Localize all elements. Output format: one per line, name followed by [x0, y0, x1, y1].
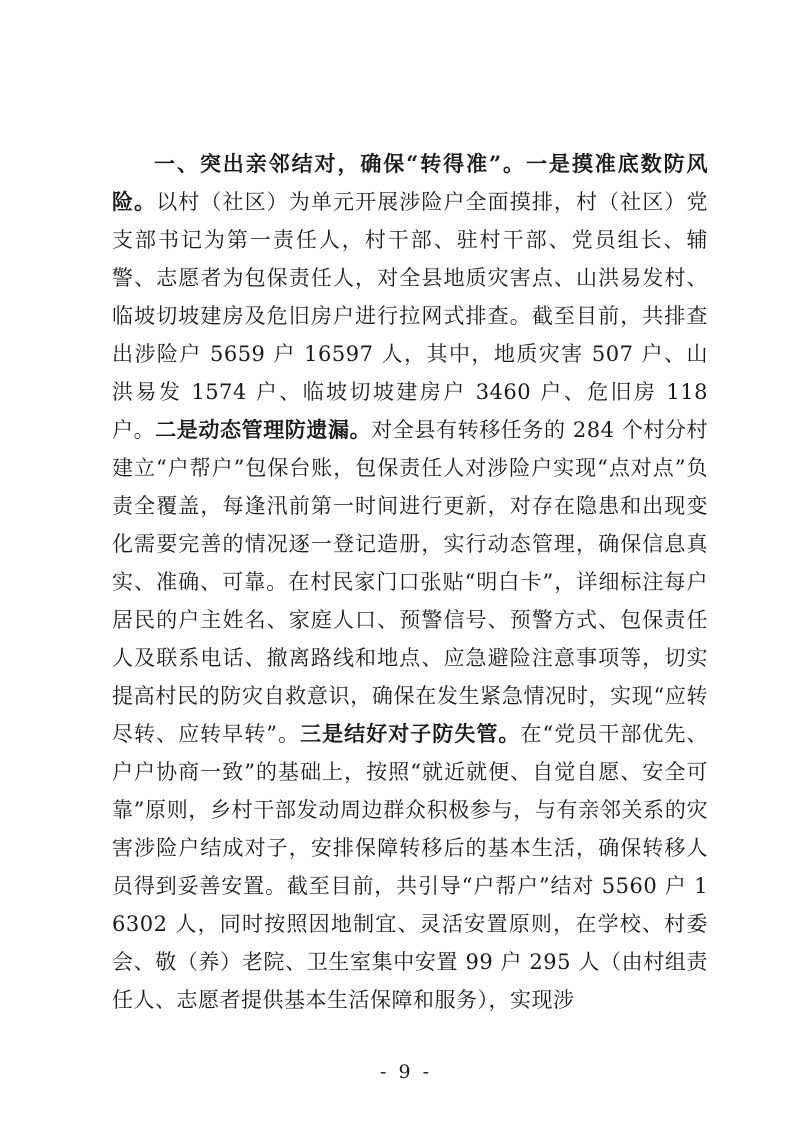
subheading-pairing: 三是结好对子防失管。	[300, 721, 521, 746]
body-paragraph	[112, 145, 708, 1019]
page-number: - 9 -	[379, 1061, 432, 1083]
subheading-dynamic-management: 二是动态管理防遗漏。	[155, 417, 372, 442]
paragraph-text: 在“党员干部优先、户户协商一致”的基础上，按照“就近就便、自觉自愿、安全可靠”原则，乡村干部发动周边群众积极参与，与有亲邻关系的灾害涉险户结成对子，安排保障转移后的基本生活，确保转移人员得到妥善安置。截至目前，共引导“户帮户”结对 5560 户 16302 人，同时按照因地制宜、灵活安置原则，在学校、村委会、敬（养）老院、卫生室集中安置 99 户 295 人（由村组责任人、志愿者提供基本生活保障和服务），实现涉	[112, 722, 708, 1012]
paragraph-text: 以村（社区）为单元开展涉险户全面摸排，村（社区）党支部书记为第一责任人，村干部、驻村干部、党员组长、辅警、志愿者为包保责任人，对全县地质灾害点、山洪易发村、临坡切坡建房及危旧房户进行拉网式排查。截至目前，共排查出涉险户 5659 户 16597 人，其中，地质灾害 507 户、山洪易发 1574 户、临坡切坡建房户 3460 户、危旧房 118 户。	[112, 190, 709, 442]
paragraph-text: 对全县有转移任务的 284 个村分村建立“户帮户”包保台账，包保责任人对涉险户实现“点对点”负责全覆盖，每逢汛前第一时间进行更新，对存在隐患和出现变化需要完善的情况逐一登记造册，实行动态管理，确保信息真实、准确、可靠。在村民家门口张贴“明白卡”，详细标注每户居民的户主姓名、家庭人口、预警信号、预警方式、包保责任人及联系电话、撤离路线和地点、应急避险注意事项等，切实提高村民的防灾自救意识，确保在发生紧急情况时，实现“应转尽转、应转早转”。	[112, 418, 709, 746]
section-heading: 一、突出亲邻结对，确保“转得准”。一是摸准底数防风险。	[112, 151, 708, 214]
